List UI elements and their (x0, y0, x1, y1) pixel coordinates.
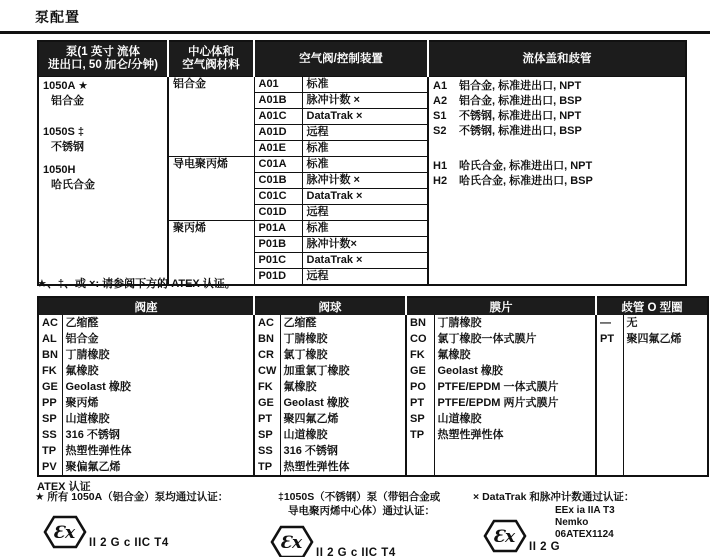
material-desc-cell: 丁腈橡胶 (434, 315, 596, 331)
pump-column-header (38, 41, 168, 77)
material-code-cell: GE (42, 381, 58, 393)
pump-model-entry (43, 79, 163, 109)
svg-text:Ɛx: Ɛx (279, 533, 303, 553)
pump-model-code: 1050A ★ (43, 80, 88, 92)
airvalve-option-cell: DataTrak × (302, 109, 428, 125)
material-desc-cell (623, 363, 708, 379)
center-material-cell: 导电聚丙烯 (168, 157, 254, 221)
atex-note-line (473, 490, 708, 504)
material-desc-cell: 山道橡胶 (62, 411, 254, 427)
atex-badge (43, 514, 270, 550)
fluid-option (433, 124, 681, 139)
material-code-cell: TP (42, 445, 57, 457)
fluid-option-code: A2 (433, 95, 448, 107)
materials-row (38, 411, 708, 427)
airvalve-code-cell: A01C (254, 109, 302, 125)
pump-model-code: 1050H (43, 164, 76, 176)
materials-row (38, 347, 708, 363)
title-rule (0, 31, 710, 34)
atex-note-line (278, 490, 478, 504)
center-material-cell: 铝合金 (168, 77, 254, 157)
airvalve-code-cell: P01A (254, 221, 302, 237)
atex-item-aluminum (35, 490, 270, 550)
material-desc-cell: Geolast 橡胶 (62, 379, 254, 395)
airvalve-option-cell: 脉冲计数× (302, 237, 428, 253)
material-code-cell: AL (42, 333, 57, 345)
material-desc-cell: 氯丁橡胶 (280, 347, 406, 363)
material-code-cell: FK (42, 365, 57, 377)
materials-column-header: 歧管 O 型圈 (596, 297, 708, 315)
material-code-cell (596, 459, 623, 476)
material-code-cell: SP (406, 411, 434, 427)
material-desc-cell: 316 不锈钢 (280, 443, 406, 459)
x-marker: × (473, 491, 480, 503)
cert-line: EEx ia IIA T3 (555, 505, 615, 516)
material-desc-cell: 丁腈橡胶 (280, 331, 406, 347)
material-code-cell (406, 459, 434, 476)
material-desc-cell: 聚四氟乙烯 (280, 411, 406, 427)
materials-table-body (38, 315, 708, 476)
material-code-cell (596, 347, 623, 363)
material-code-cell (596, 395, 623, 411)
airvalve-option-cell: 标准 (302, 141, 428, 157)
airvalve-option-cell: 远程 (302, 205, 428, 221)
airvalve-option-cell: 远程 (302, 125, 428, 141)
airvalve-option-cell: 标准 (302, 77, 428, 93)
airvalve-code-cell: P01C (254, 253, 302, 269)
pump-model-entry (43, 125, 163, 155)
star-marker: ★ (35, 491, 45, 503)
atex-note-text: 1050S（不锈钢）泵（带铝合金或 (283, 491, 441, 503)
pump-model-material: 哈氏合金 (51, 179, 95, 191)
material-code-cell: FK (254, 379, 280, 395)
airvalve-code-cell: A01E (254, 141, 302, 157)
material-code-cell (596, 379, 623, 395)
airvalve-code-cell: C01D (254, 205, 302, 221)
material-code-cell: PT (406, 395, 434, 411)
airvalve-option-cell: 脉冲计数 × (302, 173, 428, 189)
material-desc-cell: 无 (623, 315, 708, 331)
material-desc-cell: 热塑性弹性体 (62, 443, 254, 459)
material-code-cell: PV (42, 461, 57, 473)
material-desc-cell (623, 459, 708, 476)
materials-row (38, 379, 708, 395)
fluid-manifold-cell (428, 77, 686, 286)
center-column-header (168, 41, 254, 77)
pump-column-header-line1: 泵(1 英寸 流体 (65, 46, 141, 58)
materials-column-header: 阀球 (254, 297, 406, 315)
pump-config-header-row (38, 41, 686, 77)
material-code-cell: BN (254, 331, 280, 347)
material-desc-cell: 氟橡胶 (434, 347, 596, 363)
center-column-header-line2: 空气阀材料 (182, 59, 240, 71)
material-code-cell: PP (42, 397, 57, 409)
fluid-option-code: S2 (433, 125, 447, 137)
material-code-cell: TP (254, 459, 280, 476)
fluid-option (433, 159, 681, 174)
pump-model-entry (43, 163, 163, 193)
material-desc-cell (434, 459, 596, 476)
fluid-column-header: 流体盖和歧管 (428, 41, 686, 77)
materials-column-header: 膜片 (406, 297, 596, 315)
material-desc-cell: 热塑性弹性体 (434, 427, 596, 443)
material-code-cell: SS (254, 443, 280, 459)
atex-code-label: II 2 G c IIC T4 (89, 537, 169, 549)
fluid-option-desc: 不锈钢, 标准进出口, NPT (459, 110, 582, 122)
materials-column-header: 阀座 (38, 297, 254, 315)
fluid-option-desc: 铝合金, 标准进出口, BSP (459, 95, 582, 107)
atex-note-text: 所有 1050A（铝合金）泵均通过认证： (47, 491, 229, 503)
airvalve-code-cell: C01C (254, 189, 302, 205)
airvalve-option-cell: 远程 (302, 269, 428, 286)
airvalve-code-cell: C01A (254, 157, 302, 173)
airvalve-option-cell: 标准 (302, 157, 428, 173)
pump-table-body (38, 77, 686, 286)
pump-config-table (37, 40, 687, 286)
pump-column-header-line2: 进出口, 50 加仑/分钟) (48, 59, 158, 71)
atex-item-datatrak (473, 490, 708, 554)
material-code-cell: SS (42, 429, 57, 441)
material-code-cell: — (596, 315, 623, 331)
fluid-options-bottom (433, 159, 681, 189)
material-desc-cell: 316 不锈钢 (62, 427, 254, 443)
pump-model-material: 不锈钢 (51, 141, 84, 153)
fluid-option-desc: 铝合金, 标准进出口, NPT (459, 80, 582, 92)
materials-row (38, 331, 708, 347)
fluid-option-desc: 哈氏合金, 标准进出口, BSP (459, 175, 593, 187)
material-desc-cell: 乙缩醛 (280, 315, 406, 331)
atex-item-stainless (278, 490, 478, 557)
cert-line: Nemko (555, 517, 589, 528)
material-desc-cell (623, 379, 708, 395)
material-code-cell: AC (42, 317, 58, 329)
material-desc-cell: Geolast 橡胶 (280, 395, 406, 411)
svg-text:Ɛx: Ɛx (492, 527, 516, 547)
material-desc-cell: PTFE/EPDM 一体式膜片 (434, 379, 596, 395)
materials-row (38, 395, 708, 411)
pump-config-row (38, 77, 686, 93)
fluid-option-desc: 哈氏合金, 标准进出口, NPT (459, 160, 593, 172)
airvalve-code-cell: A01B (254, 93, 302, 109)
material-code-cell (596, 363, 623, 379)
material-desc-cell: Geolast 橡胶 (434, 363, 596, 379)
atex-section-heading: ATEX 认证 (37, 481, 91, 493)
center-column-header-line1: 中心体和 (188, 46, 234, 58)
material-code-cell: GE (406, 363, 434, 379)
fluid-option-code: H1 (433, 160, 448, 172)
material-desc-cell: 山道橡胶 (280, 427, 406, 443)
atex-badge (270, 524, 478, 557)
material-code-cell (596, 443, 623, 459)
ex-hexagon-icon (270, 524, 314, 557)
atex-code-label: II 2 G c IIC T4 (316, 547, 396, 557)
material-desc-cell: 聚偏氟乙烯 (62, 459, 254, 476)
material-code-cell: TP (406, 427, 434, 443)
material-desc-cell: 氯丁橡胶一体式膜片 (434, 331, 596, 347)
atex-note-line (35, 490, 270, 504)
material-desc-cell: 铝合金 (62, 331, 254, 347)
material-desc-cell (623, 347, 708, 363)
airvalve-column-header: 空气阀/控制装置 (254, 41, 428, 77)
material-code-cell: CR (254, 347, 280, 363)
material-code-cell: BN (42, 349, 58, 361)
cert-line: 06ATEX1124 (555, 529, 614, 540)
pump-model-material: 铝合金 (51, 95, 84, 107)
airvalve-option-cell: 脉冲计数 × (302, 93, 428, 109)
material-desc-cell: 丁腈橡胶 (62, 347, 254, 363)
material-code-cell: FK (406, 347, 434, 363)
fluid-option (433, 109, 681, 124)
material-code-cell: CW (254, 363, 280, 379)
double-dagger-marker: ‡ (278, 491, 284, 503)
material-desc-cell: PTFE/EPDM 两片式膜片 (434, 395, 596, 411)
airvalve-code-cell: P01D (254, 269, 302, 286)
material-code-cell: SP (42, 413, 57, 425)
center-material-cell: 聚丙烯 (168, 221, 254, 286)
materials-row (38, 427, 708, 443)
page-title: 泵配置 (35, 9, 80, 25)
materials-row (38, 443, 708, 459)
material-code-cell: PT (596, 331, 623, 347)
atex-note-text: DataTrak 和脉冲计数通过认证： (482, 491, 635, 503)
airvalve-option-cell: DataTrak × (302, 189, 428, 205)
material-desc-cell (434, 443, 596, 459)
material-code-cell: SP (254, 427, 280, 443)
material-desc-cell (623, 411, 708, 427)
material-code-cell: AC (254, 315, 280, 331)
airvalve-code-cell: C01B (254, 173, 302, 189)
material-code-cell (596, 427, 623, 443)
material-desc-cell: 聚丙烯 (62, 395, 254, 411)
atex-reference-note: ★、‡、或 ×: 请参阅下方的 ATEX 认证。 (37, 278, 236, 290)
material-desc-cell (623, 443, 708, 459)
fluid-option-code: S1 (433, 110, 447, 122)
materials-row (38, 459, 708, 476)
fluid-option (433, 94, 681, 109)
material-desc-cell: 加重氯丁橡胶 (280, 363, 406, 379)
atex-cert-details (555, 505, 615, 541)
materials-table-head (38, 297, 708, 315)
ex-hexagon-icon (483, 518, 527, 554)
material-desc-cell: 氟橡胶 (280, 379, 406, 395)
fluid-option-code: A1 (433, 80, 448, 92)
material-desc-cell: 乙缩醛 (62, 315, 254, 331)
airvalve-code-cell: A01D (254, 125, 302, 141)
material-code-cell (596, 411, 623, 427)
fluid-option (433, 174, 681, 189)
fluid-options-top (433, 79, 681, 139)
material-desc-cell: 聚四氟乙烯 (623, 331, 708, 347)
material-desc-cell: 氟橡胶 (62, 363, 254, 379)
fluid-option-code: H2 (433, 175, 448, 187)
airvalve-code-cell: P01B (254, 237, 302, 253)
material-code-cell (406, 443, 434, 459)
material-code-cell: PO (406, 379, 434, 395)
pump-model-code: 1050S ‡ (43, 126, 84, 138)
fluid-option (433, 79, 681, 94)
materials-row (38, 363, 708, 379)
material-code-cell: CO (406, 331, 434, 347)
airvalve-option-cell: DataTrak × (302, 253, 428, 269)
material-code-cell: BN (406, 315, 434, 331)
material-code-cell: GE (254, 395, 280, 411)
material-desc-cell (623, 395, 708, 411)
material-desc-cell (623, 427, 708, 443)
ex-hexagon-icon (43, 514, 87, 550)
material-desc-cell: 山道橡胶 (434, 411, 596, 427)
pump-models-cell (38, 77, 168, 286)
atex-note-line2: 导电聚丙烯中心体）通过认证： (288, 505, 435, 517)
materials-table (37, 296, 709, 477)
material-desc-cell: 热塑性弹性体 (280, 459, 406, 476)
materials-row (38, 315, 708, 331)
atex-code-label: II 2 G (529, 541, 561, 553)
airvalve-option-cell: 标准 (302, 221, 428, 237)
svg-text:Ɛx: Ɛx (52, 523, 76, 543)
airvalve-code-cell: A01 (254, 77, 302, 93)
materials-table-head-row (38, 297, 708, 315)
material-code-cell: PT (254, 411, 280, 427)
pump-config-table-head (38, 41, 686, 77)
fluid-option-desc: 不锈钢, 标准进出口, BSP (459, 125, 582, 137)
